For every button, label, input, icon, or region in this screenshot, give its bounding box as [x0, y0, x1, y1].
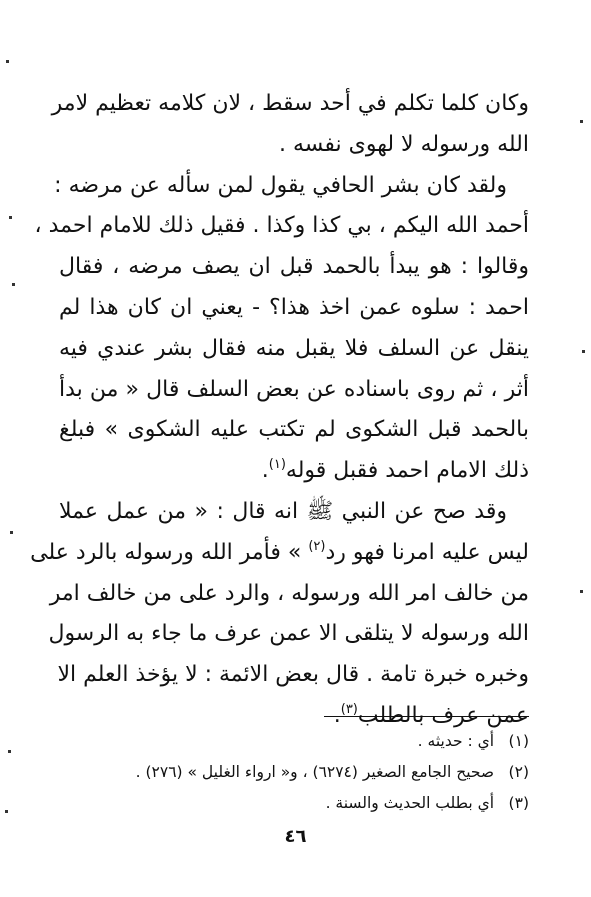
scan-mark	[6, 60, 9, 63]
text-line-8: أثر ، ثم روى باسناده عن بعض السلف قال « من بدأ	[59, 376, 529, 402]
text-line-12-tail: » فأمر الله ورسوله بالرد على	[30, 539, 302, 565]
footnote-text: أي بطلب الحديث والسنة .	[325, 794, 495, 812]
text-line-9: بالحمد قبل الشكوى لم تكتب عليه الشكوى » فبلغ	[59, 417, 529, 443]
footnote-divider	[324, 716, 529, 717]
footnotes	[59, 726, 529, 819]
text-line-12	[30, 533, 529, 574]
text-line-6: احمد : سلوه عمن اخذ هذا؟ - يعني ان كان هذا لم	[59, 294, 529, 320]
text-line-10	[59, 451, 529, 492]
scan-mark	[580, 590, 583, 593]
text-line-1: وكان كلما تكلم في أحد سقط ، لان كلامه تعظيم لامر	[51, 91, 529, 116]
scan-mark	[582, 350, 585, 353]
footnote-ref-2: (٢)	[308, 538, 326, 554]
text-line-14: الله ورسوله لا يتلقى الا عمن عرف ما جاء به الرسول	[48, 621, 529, 647]
scan-mark	[9, 216, 12, 219]
footnote-1	[59, 726, 529, 757]
footnote-3	[59, 788, 529, 819]
scan-mark	[580, 120, 583, 123]
footnote-text: صحيح الجامع الصغير (٦٢٧٤) ، و« ارواء الغليل » (٢٧٦) .	[135, 763, 495, 781]
footnote-number: (٣)	[508, 794, 529, 812]
text-line-5: وقالوا : هو يبدأ بالحمد قبل ان يصف مرضه ، فقال	[59, 254, 529, 280]
text-line-15: وخبره خبرة تامة . قال بعض الائمة : لا يؤخذ العلم الا	[57, 662, 529, 688]
footnote-2	[59, 757, 529, 788]
sentence-end-1: .	[261, 458, 269, 484]
text-line-7: ينقل عن السلف فلا يقبل منه فقال بشر عندي فيه	[59, 335, 529, 361]
body-text	[30, 84, 529, 737]
text-line-11: وقد صح عن النبي ﷺ انه قال : « من عمل عملا	[59, 498, 507, 524]
scan-mark	[12, 283, 15, 286]
page-number: ٤٦	[284, 826, 307, 847]
footnote-ref-1: (١)	[268, 457, 286, 473]
footnote-ref-3: (٣)	[340, 701, 358, 717]
footnote-text: أي : حديثه .	[417, 732, 495, 750]
text-line-4: أحمد الله اليكم ، بي كذا وكذا . فقيل ذلك للامام احمد ،	[34, 213, 529, 239]
footnote-number: (١)	[508, 732, 529, 750]
text-line-16-main: عمن عرف بالطلب	[357, 702, 529, 728]
scan-mark	[5, 810, 8, 813]
sentence-end-3: .	[333, 702, 341, 728]
scan-mark	[10, 531, 13, 534]
text-line-13: من خالف امر الله ورسوله ، والرد على من خالف امر	[49, 580, 529, 606]
scan-mark	[8, 750, 11, 753]
text-line-3: ولقد كان بشر الحافي يقول لمن سأله عن مرضه :	[54, 172, 507, 198]
text-line-12-main: ليس عليه امرنا فهو رد	[325, 539, 529, 565]
footnote-number: (٢)	[508, 763, 529, 781]
text-line-2: الله ورسوله لا لهوى نفسه .	[278, 131, 529, 157]
text-line-10-main: ذلك الامام احمد فقبل قوله	[285, 458, 529, 484]
